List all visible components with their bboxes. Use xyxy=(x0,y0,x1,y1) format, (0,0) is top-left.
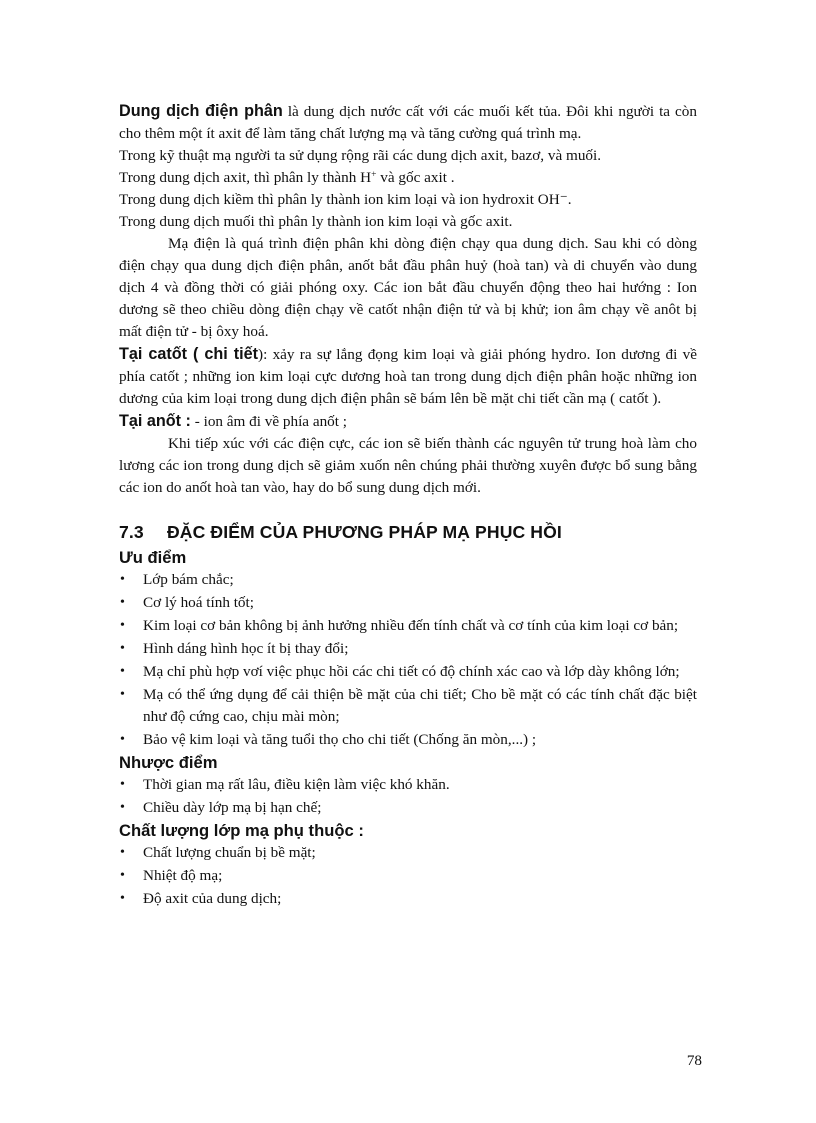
term-anode: Tại anốt : xyxy=(119,412,191,430)
paragraph-electrodes: Khi tiếp xúc với các điện cực, các ion sẽ biến thành các nguyên tử trung hoà làm cho lương các ion trong dung dịch sẽ giảm xuốn nên chúng phải thường xuyên được bổ sung bằng các ion do anốt hoà tan vào, hay do bổ sung dung dịch mới. xyxy=(119,435,697,496)
list-item: • Cơ lý hoá tính tốt; xyxy=(119,592,697,614)
list-item: • Chất lượng chuẩn bị bề mặt; xyxy=(119,842,697,864)
superscript-plus: + xyxy=(371,170,377,180)
advantages-list xyxy=(119,569,697,751)
list-item: • Mạ có thể ứng dụng để cải thiện bề mặt của chi tiết; Cho bề mặt có các tính chất đặc biệt như độ cứng cao, chịu mài mòn; xyxy=(119,684,697,728)
acid-text-before: Trong dung dịch axit, thì phân ly thành H xyxy=(119,169,372,186)
list-item: • Chiều dày lớp mạ bị hạn chế; xyxy=(119,797,697,819)
quality-heading: Chất lượng lớp mạ phụ thuộc : xyxy=(119,821,364,840)
disadvantages-list xyxy=(119,774,697,819)
list-item: • Độ axit của dung dịch; xyxy=(119,888,697,910)
disadvantages-heading: Nhược điểm xyxy=(119,753,218,772)
list-item: • Thời gian mạ rất lâu, điều kiện làm việc khó khăn. xyxy=(119,774,697,796)
paragraph-alkali: Trong dung dịch kiềm thì phân ly thành ion kim loại và ion hydroxit OH⁻. xyxy=(119,191,572,208)
list-item: • Hình dáng hình học ít bị thay đổi; xyxy=(119,638,697,660)
page-body xyxy=(119,100,697,911)
paragraph-electroplating: Mạ điện là quá trình điện phân khi dòng điện chạy qua dung dịch. Sau khi có dòng điện chạy qua dung dịch điện phân, anốt bắt đầu phân huỷ (hoà tan) và di chuyển vào dung dịch 4 và đồng thời có giải phóng oxy. Các ion bắt đầu chuyển động theo hai hướng : Ion dương sẽ theo chiều dòng điện chạy về catốt nhận điện tử và bị khử; ion âm chạy về anôt bị mất điện tử - bị ôxy hoá. xyxy=(119,235,697,340)
section-heading xyxy=(119,521,697,543)
list-item: • Mạ chỉ phù hợp vơí việc phục hồi các chi tiết có độ chính xác cao và lớp dày không lớn; xyxy=(119,661,697,683)
paragraph-cathode xyxy=(119,343,697,410)
paragraph-solutions: Trong kỹ thuật mạ người ta sử dụng rộng rãi các dung dịch axit, bazơ, và muối. xyxy=(119,147,602,164)
paragraph-text: ): xảy ra sự lắng đọng kim loại và giải phóng hydro. Ion dương đi về phía catốt ; những ion kim loại cực dương hoà tan trong dung dịch điện phân hoặc những ion dương của kim loại trong dung dịch điện phân sẽ bám lên bề mặt chi tiết cần mạ ( catốt ). xyxy=(119,346,697,407)
paragraph-anode xyxy=(119,410,697,433)
section-title: ĐẶC ĐIỂM CỦA PHƯƠNG PHÁP MẠ PHỤC HỒI xyxy=(167,522,562,542)
list-item: • Bảo vệ kim loại và tăng tuổi thọ cho chi tiết (Chống ăn mòn,...) ; xyxy=(119,729,697,751)
paragraph-text: là dung dịch nước cất với các muối kết tủa. Đôi khi người ta còn cho thêm một ít axit để làm tăng chất lượng mạ và tăng cường quá trình mạ. xyxy=(119,103,697,142)
term-electrolyte: Dung dịch điện phân xyxy=(119,102,283,120)
quality-list xyxy=(119,842,697,910)
paragraph-acid xyxy=(119,167,697,189)
list-item: • Lớp bám chắc; xyxy=(119,569,697,591)
list-item: • Kim loại cơ bản không bị ảnh hưởng nhiều đến tính chất và cơ tính của kim loại cơ bản; xyxy=(119,615,697,637)
acid-text-after: và gốc axit . xyxy=(376,169,455,186)
paragraph-text: - ion âm đi về phía anốt ; xyxy=(190,413,348,430)
advantages-heading: Ưu điểm xyxy=(119,548,187,567)
page-number: 78 xyxy=(686,1052,702,1069)
list-item: • Nhiệt độ mạ; xyxy=(119,865,697,887)
term-cathode: Tại catốt ( chi tiết xyxy=(119,345,259,363)
section-number: 7.3 xyxy=(119,522,144,542)
paragraph-salt: Trong dung dịch muối thì phân ly thành ion kim loại và gốc axit. xyxy=(119,213,513,230)
paragraph-electrolyte xyxy=(119,100,697,145)
